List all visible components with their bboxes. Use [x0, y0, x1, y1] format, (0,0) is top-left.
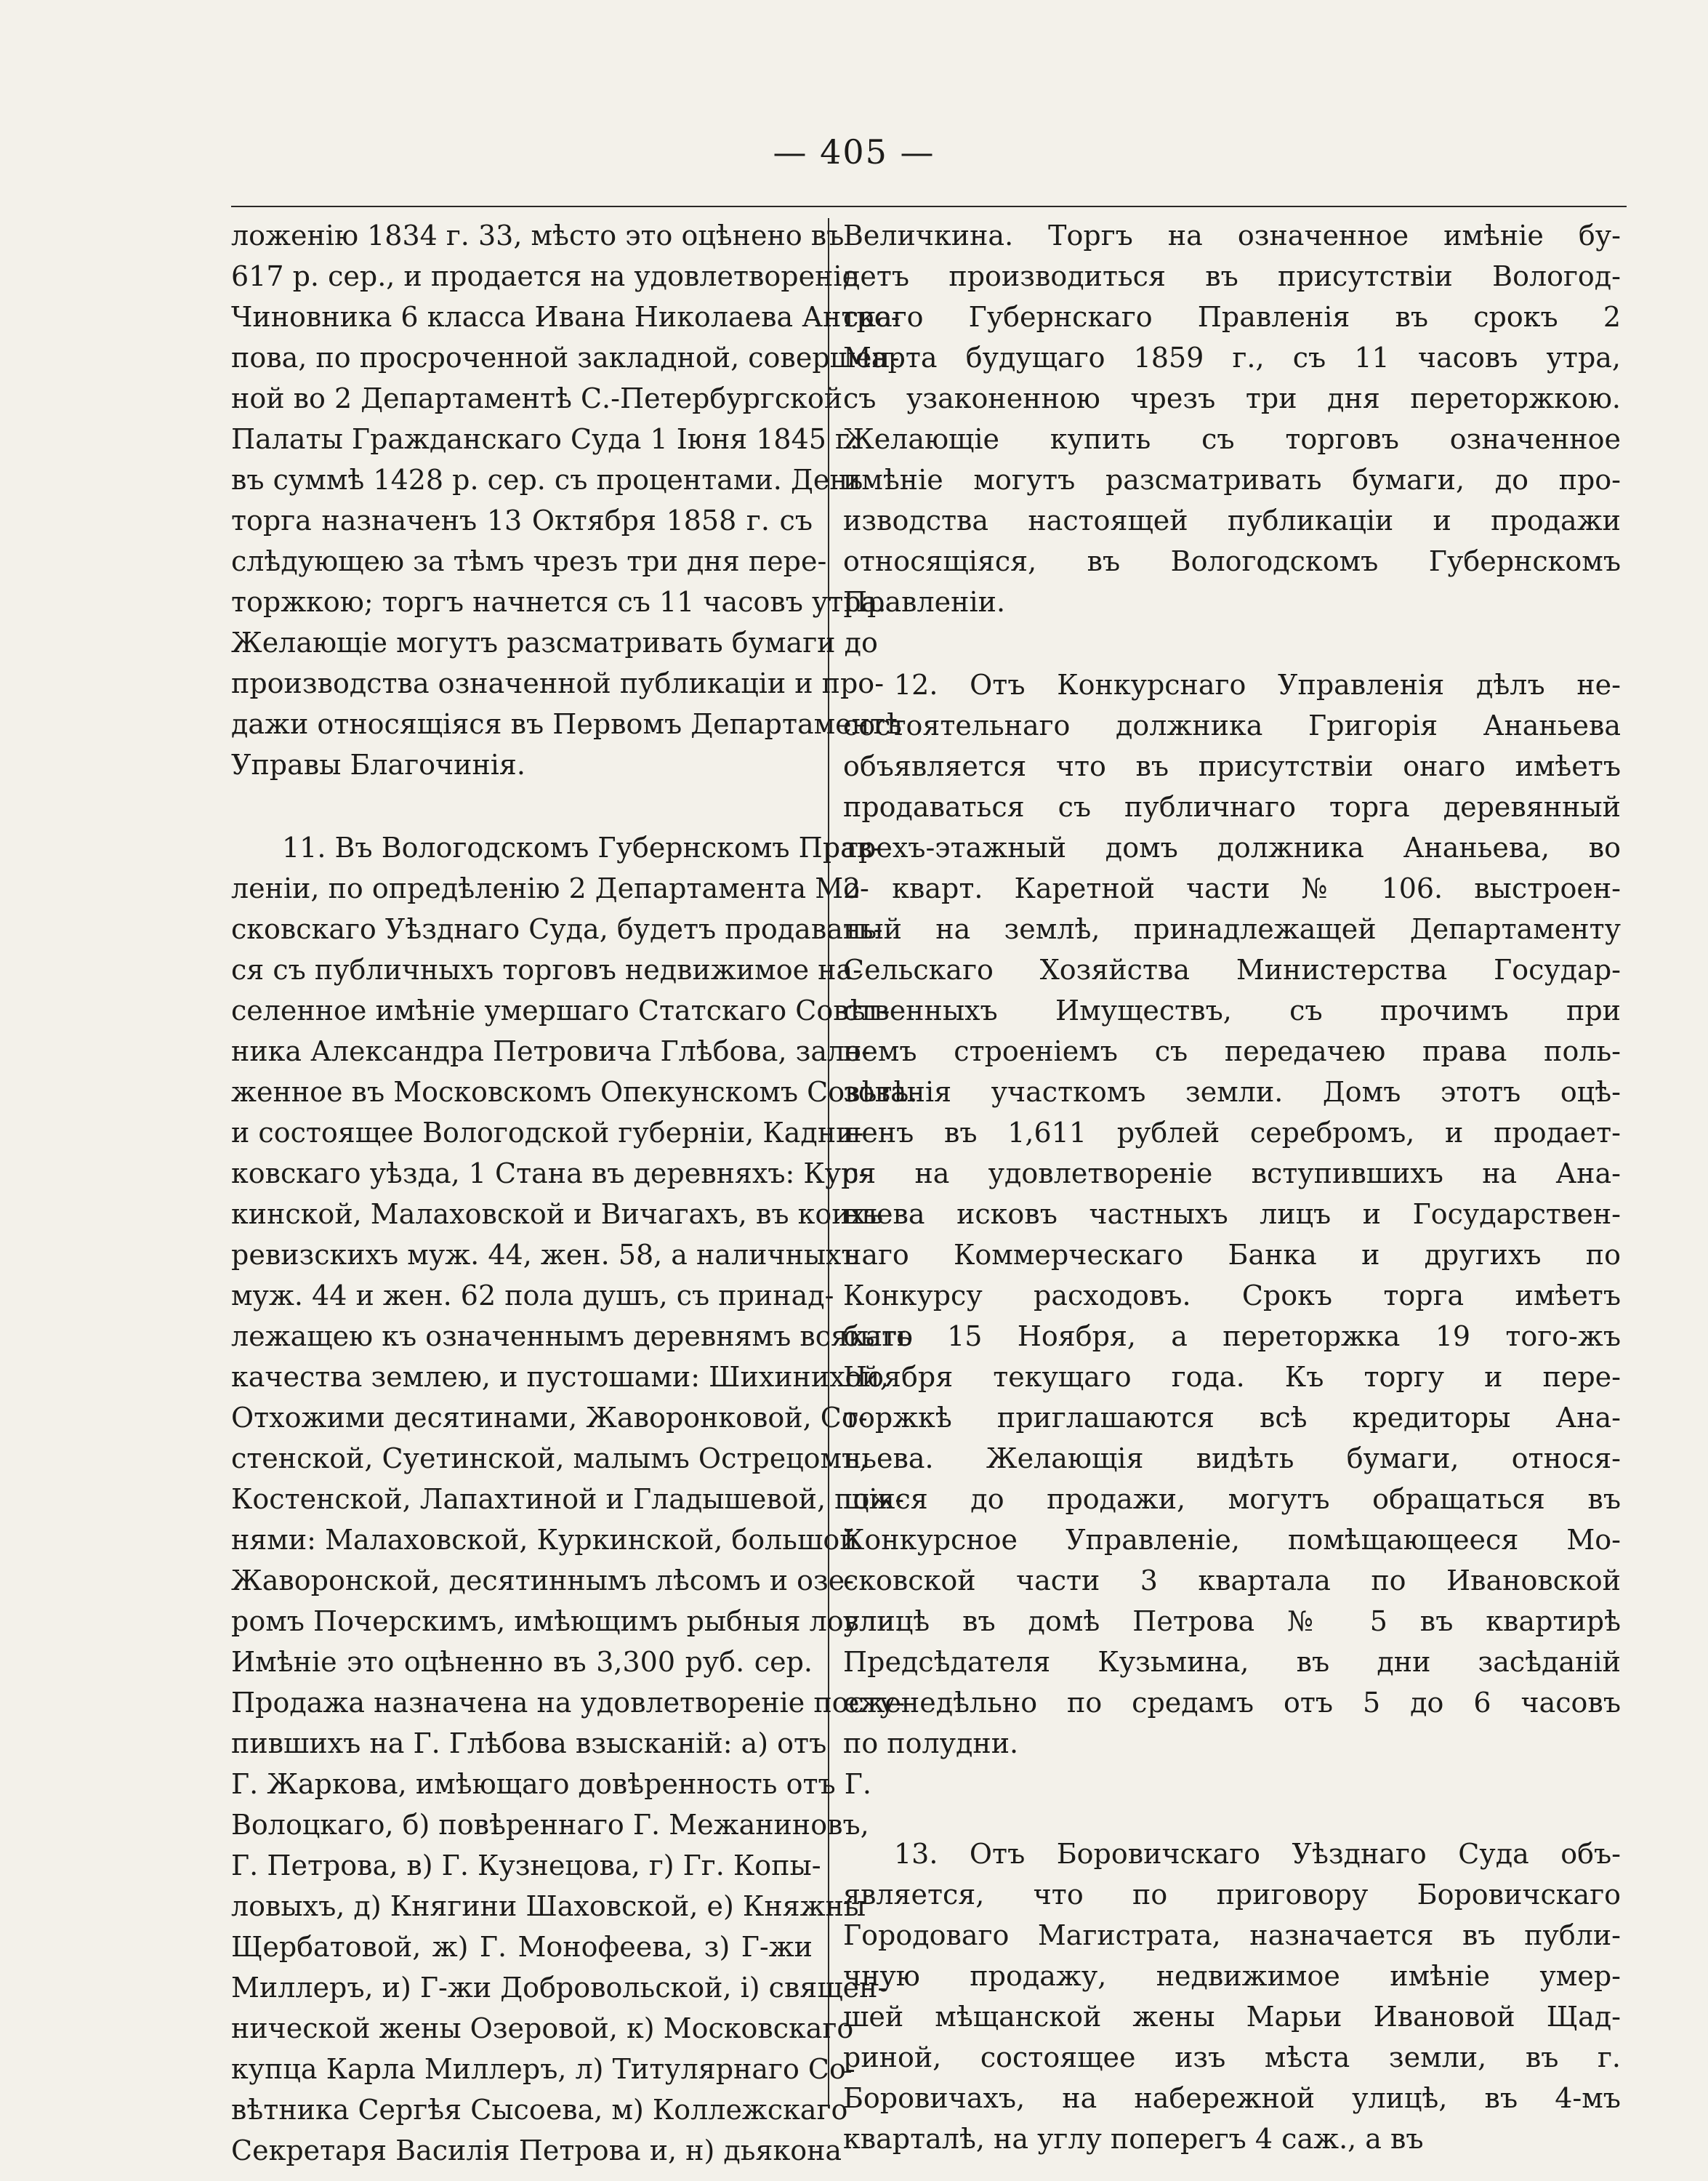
- text-line: Предсѣдателя Кузьмина, въ дни засѣданій: [843, 1646, 1621, 1678]
- text-line: Щербатовой, ж) Г. Монофеева, з) Г-жи: [231, 1931, 813, 1963]
- text-line: ный на землѣ, принадлежащей Департаменту: [843, 913, 1621, 945]
- text-line: по полудни.: [843, 1727, 1019, 1759]
- text-line: ной во 2 Департаментѣ С.-Петербургской: [231, 382, 843, 414]
- text-line: ньева. Желающія видѣть бумаги, относя-: [843, 1442, 1621, 1474]
- text-line: зованія участкомъ земли. Домъ этотъ оцѣ-: [843, 1076, 1621, 1108]
- text-line: сковскаго Уѣзднаго Суда, будетъ продавать-: [231, 913, 883, 945]
- text-line: пова, по просроченной закладной, совершен-: [231, 342, 900, 374]
- text-line: чную продажу, недвижимое имѣніе умер-: [843, 1960, 1621, 1992]
- text-line: Г. Петрова, в) Г. Кузнецова, г) Гг. Копы-: [231, 1849, 821, 1881]
- text-line: торжкѣ приглашаются всѣ кредиторы Ана-: [843, 1402, 1621, 1434]
- article-13: [843, 1833, 1621, 2159]
- text-line: ся съ публичныхъ торговъ недвижимое на-: [231, 954, 862, 986]
- text-line: слѣдующею за тѣмъ чрезъ три дня пере-: [231, 545, 827, 577]
- text-line: сковской части 3 квартала по Ивановской: [843, 1565, 1621, 1596]
- text-line: риной, состоящее изъ мѣста земли, въ г.: [843, 2041, 1621, 2073]
- text-line: Имѣніе это оцѣненно въ 3,300 руб. сер.: [231, 1646, 813, 1678]
- text-line: Марта будущаго 1859 г., съ 11 часовъ утра,: [843, 342, 1621, 374]
- text-line: детъ производиться въ присутствіи Вологод-: [843, 260, 1621, 292]
- text-line: Боровичахъ, на набережной улицѣ, въ 4-мъ: [843, 2082, 1621, 2114]
- text-line: кинской, Малаховской и Вичагахъ, въ коихъ: [231, 1198, 884, 1230]
- text-line: ненъ въ 1,611 рублей серебромъ, и продает-: [843, 1117, 1621, 1149]
- text-line: Конкурсу расходовъ. Срокъ торга имѣетъ: [843, 1280, 1621, 1312]
- text-line: Правленіи.: [843, 586, 1006, 618]
- text-line: быть 15 Ноября, а переторжка 19 того-жъ: [843, 1320, 1621, 1352]
- text-line: 13. Отъ Боровичскаго Уѣзднаго Суда объ-: [894, 1838, 1621, 1870]
- text-line: Г. Жаркова, имѣющаго довѣренность отъ Г.: [231, 1768, 871, 1800]
- text-line: объявляется что въ присутствіи онаго имѣетъ: [843, 750, 1621, 782]
- text-line: ловыхъ, д) Княгини Шаховской, е) Княжны: [231, 1890, 866, 1922]
- text-line: относящіяся, въ Вологодскомъ Губернскомъ: [843, 545, 1621, 577]
- text-line: Величкина. Торгъ на означенное имѣніе бу-: [843, 220, 1621, 252]
- text-line: имѣніе могутъ разсматривать бумаги, до про-: [843, 464, 1621, 496]
- paragraph-continuation: [231, 215, 902, 785]
- text-line: ньева исковъ частныхъ лицъ и Государствен-: [843, 1198, 1621, 1230]
- text-line: вѣтника Сергѣя Сысоева, м) Коллежскаго: [231, 2094, 848, 2126]
- text-line: Ноября текущаго года. Къ торгу и пере-: [843, 1361, 1621, 1393]
- text-line: наго Коммерческаго Банка и другихъ по: [843, 1239, 1621, 1271]
- text-line: 11. Въ Вологодскомъ Губернскомъ Прав-: [282, 832, 882, 864]
- text-line: пившихъ на Г. Глѣбова взысканій: а) отъ: [231, 1727, 827, 1759]
- text-line: Миллеръ, и) Г-жи Добровольской, і) священ-: [231, 1972, 887, 2004]
- text-line: въ суммѣ 1428 р. сер. съ процентами. День: [231, 464, 863, 496]
- text-line: скаго Губернскаго Правленія въ срокъ 2: [843, 301, 1621, 333]
- text-line: купца Карла Миллеръ, л) Титулярнаго Со-: [231, 2053, 855, 2085]
- text-line: ственныхъ Имуществъ, съ прочимъ при: [843, 995, 1621, 1027]
- text-line: ся на удовлетвореніе вступившихъ на Ана-: [843, 1157, 1621, 1189]
- text-line: селенное имѣніе умершаго Статскаго Совѣт-: [231, 995, 890, 1027]
- text-line: Жаворонской, десятиннымъ лѣсомъ и озе-: [231, 1565, 855, 1596]
- header-rule: [231, 206, 1627, 207]
- text-line: Волоцкаго, б) повѣреннаго Г. Межаниновъ,: [231, 1809, 869, 1841]
- text-line: съ узаконенною чрезъ три дня переторжкою.: [843, 382, 1621, 414]
- text-line: щіяся до продажи, могутъ обращаться въ: [843, 1483, 1621, 1515]
- text-line: лежащею къ означеннымъ деревнямъ всякаго: [231, 1320, 914, 1352]
- text-line: стенской, Суетинской, малымъ Острецомъ,: [231, 1442, 869, 1474]
- text-line: торжкою; торгъ начнется съ 11 часовъ утра.: [231, 586, 887, 618]
- text-line: Продажа назначена на удовлетвореніе посту-: [231, 1687, 906, 1719]
- text-line: 2 кварт. Каретной части № 106. выстроен-: [843, 872, 1621, 904]
- text-line: дажи относящіяся въ Первомъ Департаментѣ: [231, 708, 902, 740]
- text-line: нями: Малаховской, Куркинской, большой: [231, 1524, 858, 1556]
- right-column: [843, 215, 1621, 2159]
- text-line: Чиновника 6 класса Ивана Николаева Антро-: [231, 301, 901, 333]
- text-line: Палаты Гражданскаго Суда 1 Іюня 1845 г.: [231, 423, 859, 455]
- text-line: продаваться съ публичнаго торга деревянный: [843, 791, 1621, 823]
- text-line: леніи, по опредѣленію 2 Департамента Мо-: [231, 872, 869, 904]
- text-line: Управы Благочинія.: [231, 749, 525, 781]
- text-line: муж. 44 и жен. 62 пола душъ, съ принад-: [231, 1280, 834, 1312]
- text-line: является, что по приговору Боровичскаго: [843, 1879, 1621, 1911]
- text-line: изводства настоящей публикаціи и продажи: [843, 505, 1621, 537]
- article-11: [231, 827, 918, 2171]
- text-line: 12. Отъ Конкурснаго Управленія дѣлъ не-: [894, 669, 1621, 701]
- text-line: еженедѣльно по средамъ отъ 5 до 6 часовъ: [843, 1687, 1621, 1719]
- text-line: Городоваго Магистрата, назначается въ публи-: [843, 1919, 1621, 1951]
- text-line: 617 р. сер., и продается на удовлетвореніе: [231, 260, 859, 292]
- text-line: Желающіе купить съ торговъ означенное: [843, 423, 1621, 455]
- text-line: Костенской, Лапахтиной и Гладышевой, пож-: [231, 1483, 905, 1515]
- text-line: ревизскихъ муж. 44, жен. 58, а наличныхъ: [231, 1239, 859, 1271]
- text-line: качества землею, и пустошами: Шихинихой,: [231, 1361, 889, 1393]
- text-line: нической жены Озеровой, к) Московскаго: [231, 2012, 854, 2044]
- text-line: состоятельнаго должника Григорія Ананьева: [843, 710, 1621, 742]
- text-line: производства означенной публикаціи и про-: [231, 667, 885, 699]
- text-line: Отхожими десятинами, Жаворонковой, Со-: [231, 1402, 868, 1434]
- article-11-continued: [843, 215, 1621, 622]
- left-column: [231, 215, 918, 2171]
- text-line: шей мѣщанской жены Марьи Ивановой Щад-: [843, 2001, 1621, 2033]
- text-line: улицѣ въ домѣ Петрова № 5 въ квартирѣ: [843, 1605, 1621, 1637]
- text-line: Желающіе могутъ разсматривать бумаги до: [231, 627, 878, 659]
- article-12: [843, 664, 1621, 1764]
- text-line: Секретаря Василія Петрова и, н) дьякона: [231, 2134, 842, 2166]
- text-line: Конкурсное Управленіе, помѣщающееся Мо-: [843, 1524, 1621, 1556]
- text-line: торга назначенъ 13 Октября 1858 г. съ: [231, 505, 813, 537]
- text-line: ромъ Почерскимъ, имѣющимъ рыбныя ловли.: [231, 1605, 904, 1637]
- text-line: Сельскаго Хозяйства Министерства Государ-: [843, 954, 1621, 986]
- page-number: — 405 —: [773, 132, 935, 172]
- text-line: ника Александра Петровича Глѣбова, зало-: [231, 1035, 871, 1067]
- text-line: и состоящее Вологодской губерніи, Кадни-: [231, 1117, 864, 1149]
- text-line: кварталѣ, на углу поперегъ 4 саж., а въ: [843, 2123, 1424, 2155]
- text-line: трехъ-этажный домъ должника Ананьева, во: [843, 832, 1621, 864]
- text-line: немъ строеніемъ съ передачею права поль-: [843, 1035, 1621, 1067]
- text-line: женное въ Московскомъ Опекунскомъ Совѣтѣ.: [231, 1076, 918, 1108]
- text-line: ковскаго уѣзда, 1 Стана въ деревняхъ: Кур-: [231, 1157, 869, 1189]
- text-line: ложенію 1834 г. 33, мѣсто это оцѣнено въ: [231, 220, 845, 252]
